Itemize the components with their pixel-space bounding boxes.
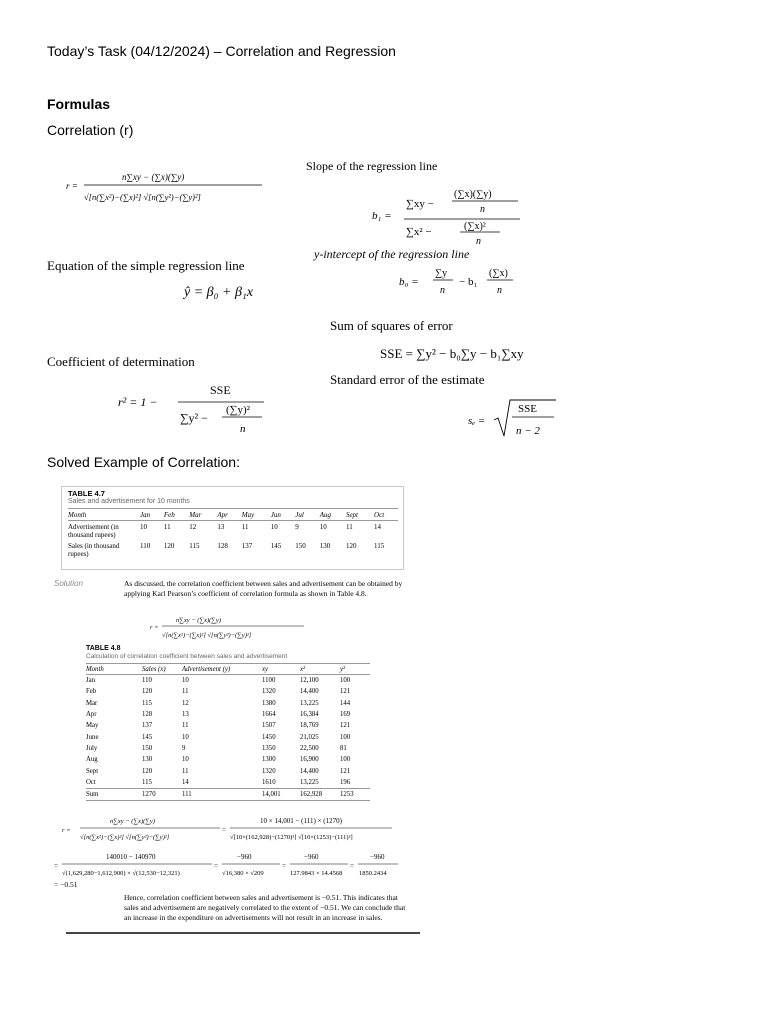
se-title: Standard error of the estimate (330, 372, 485, 387)
svg-text:n∑xy − (∑x)(∑y): n∑xy − (∑x)(∑y) (176, 617, 221, 624)
table-cell: 10 (319, 523, 327, 531)
intercept-formula (395, 265, 530, 299)
table-header: Aug (319, 511, 331, 519)
table-cell: 115 (189, 542, 200, 550)
table-cell: 130 (319, 542, 331, 550)
calculation-step-denominator: 1850.2434 (359, 870, 387, 877)
svg-text:=: = (350, 862, 354, 870)
svg-text:√[n(∑x²)−(∑x)²] √[n(∑y²)−(∑y)²: √[n(∑x²)−(∑x)²] √[n(∑y²)−(∑y)²] (162, 632, 252, 639)
svg-text:n: n (440, 285, 445, 296)
table-row: May 137 11 1507 18,769 121 (86, 722, 351, 730)
table-row-label: Advertisement (in thousand rupees) (68, 523, 119, 539)
svg-text:(∑x)(∑y): (∑x)(∑y) (454, 189, 492, 200)
table-4-8-grid (86, 663, 370, 801)
table-row: Aug 130 10 1300 16,900 100 (86, 756, 351, 764)
table-header: Sept (345, 511, 359, 519)
svg-text:n: n (240, 423, 246, 435)
svg-text:r =: r = (150, 624, 159, 631)
correlation-result: = −0.51 (54, 880, 78, 889)
table-sum-row: Sum 1270 111 14,001 162,928 1253 (86, 788, 370, 800)
table-4-7-grid (68, 508, 398, 558)
svg-text:∑xy −: ∑xy − (406, 198, 434, 210)
svg-text:=: = (282, 862, 286, 870)
svg-text:127.9843 × 14.4568: 127.9843 × 14.4568 (290, 870, 343, 877)
table-row: June 145 10 1450 21,025 100 (86, 733, 351, 741)
table-cell: 13 (217, 523, 225, 531)
table-row: Feb 120 11 1320 14,400 121 (86, 688, 351, 696)
table-header: Mar (189, 511, 202, 519)
svg-text:r =: r = (62, 827, 71, 834)
table-4-8 (86, 663, 370, 801)
svg-text:∑x² −: ∑x² − (406, 226, 432, 238)
solved-example-heading: Solved Example of Correlation: (47, 454, 240, 470)
svg-text:=: = (222, 826, 226, 834)
table-header: Jun (270, 511, 281, 519)
table-header: y² (340, 664, 370, 675)
solution-text: As discussed, the correlation coefficient between sales and advertisement can be obtained by applying Karl Pearson’s coefficient of correlation formula as shown in Table 4.8. (124, 579, 403, 598)
svg-text:=: = (214, 862, 218, 870)
table-cell: 120 (345, 542, 357, 550)
calculation-numerator: 10 × 14,001 − (111) × (1270) (260, 817, 342, 825)
intercept-title: y-intercept of the regression line (314, 247, 470, 261)
svg-text:r² = 1 −: r² = 1 − (118, 395, 158, 409)
table-4-7-subcaption: Sales and advertisement for 10 months (68, 498, 190, 505)
svg-text:n∑xy − (∑x)(∑y): n∑xy − (∑x)(∑y) (110, 818, 155, 825)
svg-text:∑y² −: ∑y² − (180, 411, 208, 425)
slope-formula (368, 183, 528, 248)
sse-formula (378, 342, 563, 366)
svg-text:b₁ =: b₁ = (372, 210, 392, 222)
regression-equation (182, 280, 282, 304)
table-header: x² (300, 664, 340, 675)
conclusion-text: Hence, correlation coefficient between sales and advertisement is −0.51. This indicates that sales and advertisement are negatively correlated to the extent of −0.51. We can conclude that an increase in the expenditure on advertisements will not result in an increase in sales. (124, 893, 406, 922)
svg-text:√[10×(162,928)−(1270)²] √[10×(: √[10×(162,928)−(1270)²] √[10×(1253)−(111)²] (230, 834, 353, 841)
slope-title: Slope of the regression line (306, 159, 438, 173)
table-cell: 115 (374, 542, 385, 550)
correlation-formula (60, 160, 270, 215)
svg-text:=: = (54, 862, 58, 870)
table-cell: 120 (163, 542, 175, 550)
svg-text:n − 2: n − 2 (516, 425, 540, 437)
correlation-heading: Correlation (r) (47, 122, 134, 138)
table-row: July 150 9 1350 22,500 81 (86, 744, 347, 752)
table-cell: 11 (241, 523, 249, 531)
table-cell: 137 (241, 542, 253, 550)
solution-correlation-formula (148, 612, 308, 642)
svg-text:√[n(∑x²)−(∑x)²] √[n(∑y²)−(∑y)²: √[n(∑x²)−(∑x)²] √[n(∑y²)−(∑y)²] (84, 192, 201, 202)
table-cell: 11 (345, 523, 353, 531)
bottom-divider (66, 932, 420, 934)
svg-text:(∑x): (∑x) (489, 268, 508, 279)
table-cell: 145 (270, 542, 282, 550)
svg-text:(∑x)²: (∑x)² (464, 221, 486, 232)
table-cell: 9 (295, 523, 299, 531)
svg-text:sₑ =: sₑ = (468, 415, 486, 427)
table-header: Advertisement (y) (182, 664, 262, 675)
table-header: Oct (374, 511, 385, 519)
table-row: Jan 110 10 1100 12,100 100 (86, 677, 351, 685)
table-row: Apr 128 13 1664 16,384 169 (86, 711, 351, 719)
table-header: Month (68, 511, 87, 519)
table-cell: 150 (295, 542, 306, 550)
table-header: xy (262, 664, 300, 675)
svg-text:√[n(∑x²)−(∑x)²] √[n(∑y²)−(∑y)²: √[n(∑x²)−(∑x)²] √[n(∑y²)−(∑y)²] (80, 834, 170, 841)
svg-text:ŷ = β₀ + β₁x: ŷ = β₀ + β₁x (184, 285, 254, 300)
svg-text:− b₁: − b₁ (459, 276, 478, 288)
table-header: Jan (140, 511, 151, 519)
svg-text:SSE: SSE (210, 383, 231, 397)
table-header: Feb (163, 511, 175, 519)
table-row: Mar 115 12 1380 13,225 144 (86, 699, 351, 707)
table-header: Month (86, 664, 142, 675)
calculation-step-numerator: −960 (304, 853, 319, 861)
cod-title: Coefficient of determination (47, 354, 195, 369)
table-4-8-caption: TABLE 4.8 (86, 645, 121, 652)
cod-formula (116, 378, 276, 442)
page-title: Today’s Task (04/12/2024) – Correlation and Regression (47, 43, 396, 59)
svg-text:SSE: SSE (518, 403, 537, 415)
table-4-7-caption: TABLE 4.7 (68, 489, 105, 498)
table-4-7 (61, 486, 404, 570)
solution-label: Solution (54, 579, 83, 588)
calculation-line-1 (60, 814, 400, 846)
table-header: May (241, 511, 255, 519)
calculation-step-numerator: −960 (370, 853, 385, 861)
table-cell: 11 (163, 523, 171, 531)
svg-text:n: n (497, 285, 502, 296)
table-header: Apr (217, 511, 228, 519)
calculation-line-2 (52, 850, 412, 882)
svg-text:SSE = ∑y² − b₀∑y − b₁∑xy: SSE = ∑y² − b₀∑y − b₁∑xy (380, 346, 524, 361)
se-formula (466, 396, 561, 442)
svg-text:n: n (480, 204, 485, 215)
svg-text:b₀ =: b₀ = (399, 276, 419, 288)
sse-title: Sum of squares of error (330, 318, 453, 333)
svg-text:√16,380 × √209: √16,380 × √209 (222, 870, 264, 877)
table-row-label: Sales (in thousand rupees) (68, 542, 120, 558)
svg-text:n: n (476, 236, 481, 247)
svg-text:(∑y)²: (∑y)² (226, 404, 250, 416)
calculation-step-numerator: −960 (237, 853, 252, 861)
table-header: Jul (295, 511, 304, 519)
calculation-step-numerator: 140010 − 140970 (106, 853, 156, 861)
table-header: Sales (x) (142, 664, 182, 675)
table-cell: 128 (217, 542, 228, 550)
svg-text:√(1,629,280−1,612,900) × √(12,: √(1,629,280−1,612,900) × √(12,530−12,321) (62, 870, 180, 877)
table-cell: 12 (189, 523, 197, 531)
svg-text:n∑xy − (∑x)(∑y): n∑xy − (∑x)(∑y) (122, 172, 185, 182)
table-cell: 110 (140, 542, 151, 550)
table-cell: 14 (374, 523, 382, 531)
table-row: Sept 120 11 1320 14,400 121 (86, 767, 351, 775)
table-row: Oct 115 14 1610 13,225 196 (86, 778, 351, 786)
table-4-8-subcaption: Calculation of correlation coefficient between sales and advertisement (86, 653, 288, 660)
svg-text:r =: r = (66, 181, 78, 191)
table-cell: 10 (270, 523, 278, 531)
svg-text:∑y: ∑y (435, 268, 448, 279)
formulas-heading: Formulas (47, 96, 111, 112)
equation-title: Equation of the simple regression line (47, 258, 245, 273)
table-cell: 10 (140, 523, 147, 531)
